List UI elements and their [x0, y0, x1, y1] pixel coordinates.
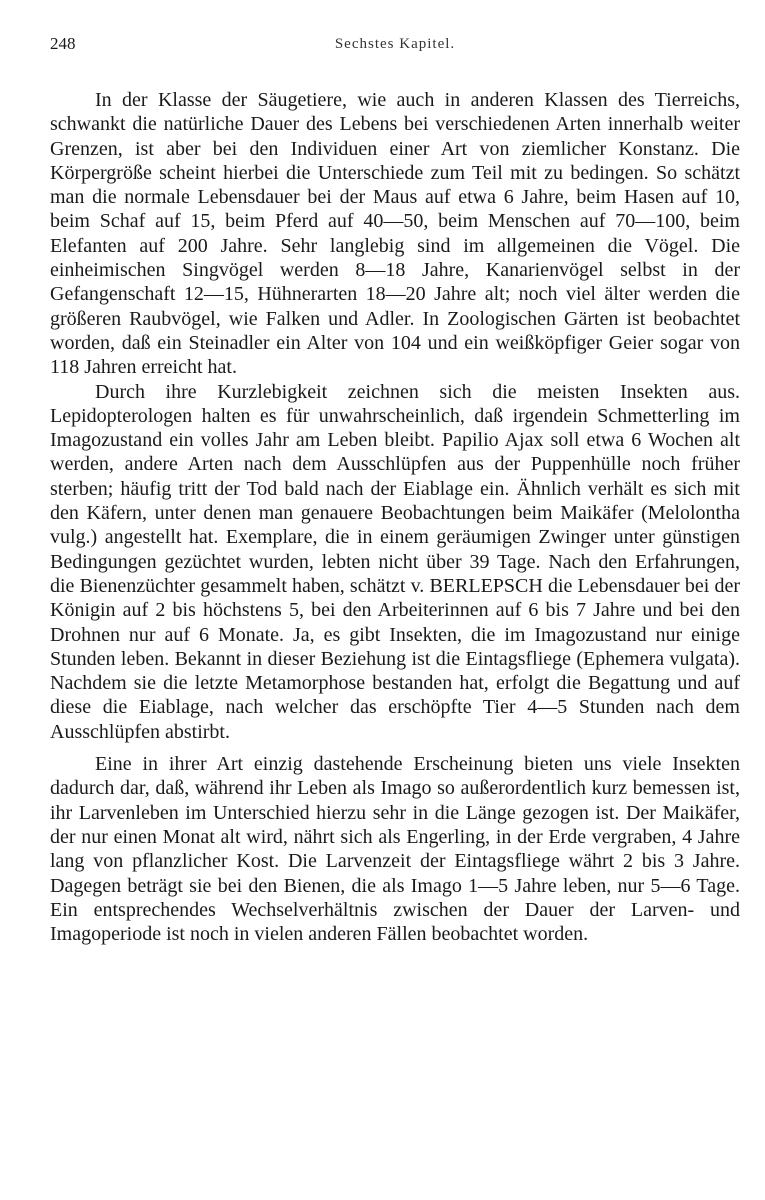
page-number: 248: [50, 34, 76, 53]
body-text: [50, 88, 740, 946]
paragraph-insect-lifespan: Durch ihre Kurzlebigkeit zeichnen sich die meisten Insekten aus. Lepidopterologen halten es für unwahrscheinlich, daß irgendein Schmetterling im Imagozustand ein volles Jahr am Leben bleibt. Papilio Ajax soll etwa 6 Wochen alt werden, andere Arten nach dem Ausschlüpfen aus der Puppenhülle noch früher sterben; häufig tritt der Tod bald nach der Eiablage ein. Ähnlich verhält es sich mit den Käfern, unter denen man genauere Beobachtungen beim Maikäfer (Melolontha vulg.) angestellt hat. Exemplare, die in einem geräumigen Zwinger unter günstigen Bedingungen gezüchtet wurden, lebten nicht über 39 Tage. Nach den Erfahrungen, die Bienenzüchter gesammelt haben, schätzt v. BERLEPSCH die Lebensdauer bei der Königin auf 2 bis höchstens 5, bei den Arbeiterinnen auf 6 bis 7 Jahre und bei den Drohnen nur auf 6 Monate. Ja, es gibt Insekten, die im Imagozustand nur einige Stunden leben. Bekannt in dieser Beziehung ist die Eintagsfliege (Ephemera vulgata). Nachdem sie die letzte Metamorphose bestanden hat, erfolgt die Begattung und auf diese die Eiablage, nach welcher das erschöpfte Tier 4—5 Stunden nach dem Ausschlüpfen abstirbt.: [50, 380, 740, 743]
paragraph-larval-period: Eine in ihrer Art einzig dastehende Erscheinung bieten uns viele Insekten dadurch dar, daß, während ihr Leben als Imago so außerordentlich kurz bemessen ist, ihr Larvenleben im Unterschied hierzu sehr in die Länge gezogen ist. Der Maikäfer, der nur einen Monat alt wird, nährt sich als Engerling, in der Erde vergraben, 4 Jahre lang von pflanzlicher Kost. Die Larvenzeit der Eintagsfliege währt 2 bis 3 Jahre. Dagegen beträgt sie bei den Bienen, die als Imago 1—5 Jahre leben, nur 5—6 Tage. Ein entsprechendes Wechselverhältnis zwischen der Dauer der Larven- und Imagoperiode ist noch in vielen anderen Fällen beobachtet worden.: [50, 753, 740, 946]
paragraph-mammal-lifespan: In der Klasse der Säugetiere, wie auch in anderen Klassen des Tierreichs, schwankt die natürliche Dauer des Lebens bei verschiedenen Arten innerhalb weiter Grenzen, ist aber bei den Individuen einer Art von ziemlicher Konstanz. Die Körpergröße scheint hierbei die Unterschiede zum Teil mit zu bedingen. So schätzt man die normale Lebensdauer bei der Maus auf etwa 6 Jahre, beim Hasen auf 10, beim Schaf auf 15, beim Pferd auf 40—50, beim Menschen auf 70—100, beim Elefanten auf 200 Jahre. Sehr langlebig sind im allgemeinen die Vögel. Die einheimischen Singvögel werden 8—18 Jahre, Kanarienvögel selbst in der Gefangenschaft 12—15, Hühnerarten 18—20 Jahre alt; noch viel älter werden die größeren Raubvögel, wie Falken und Adler. In Zoologischen Gärten ist beobachtet worden, daß ein Steinadler ein Alter von 104 und ein weißköpfiger Geier sogar von 118 Jahren erreicht hat.: [50, 89, 740, 379]
running-head: [50, 34, 740, 58]
chapter-title: Sechstes Kapitel.: [334, 36, 456, 52]
